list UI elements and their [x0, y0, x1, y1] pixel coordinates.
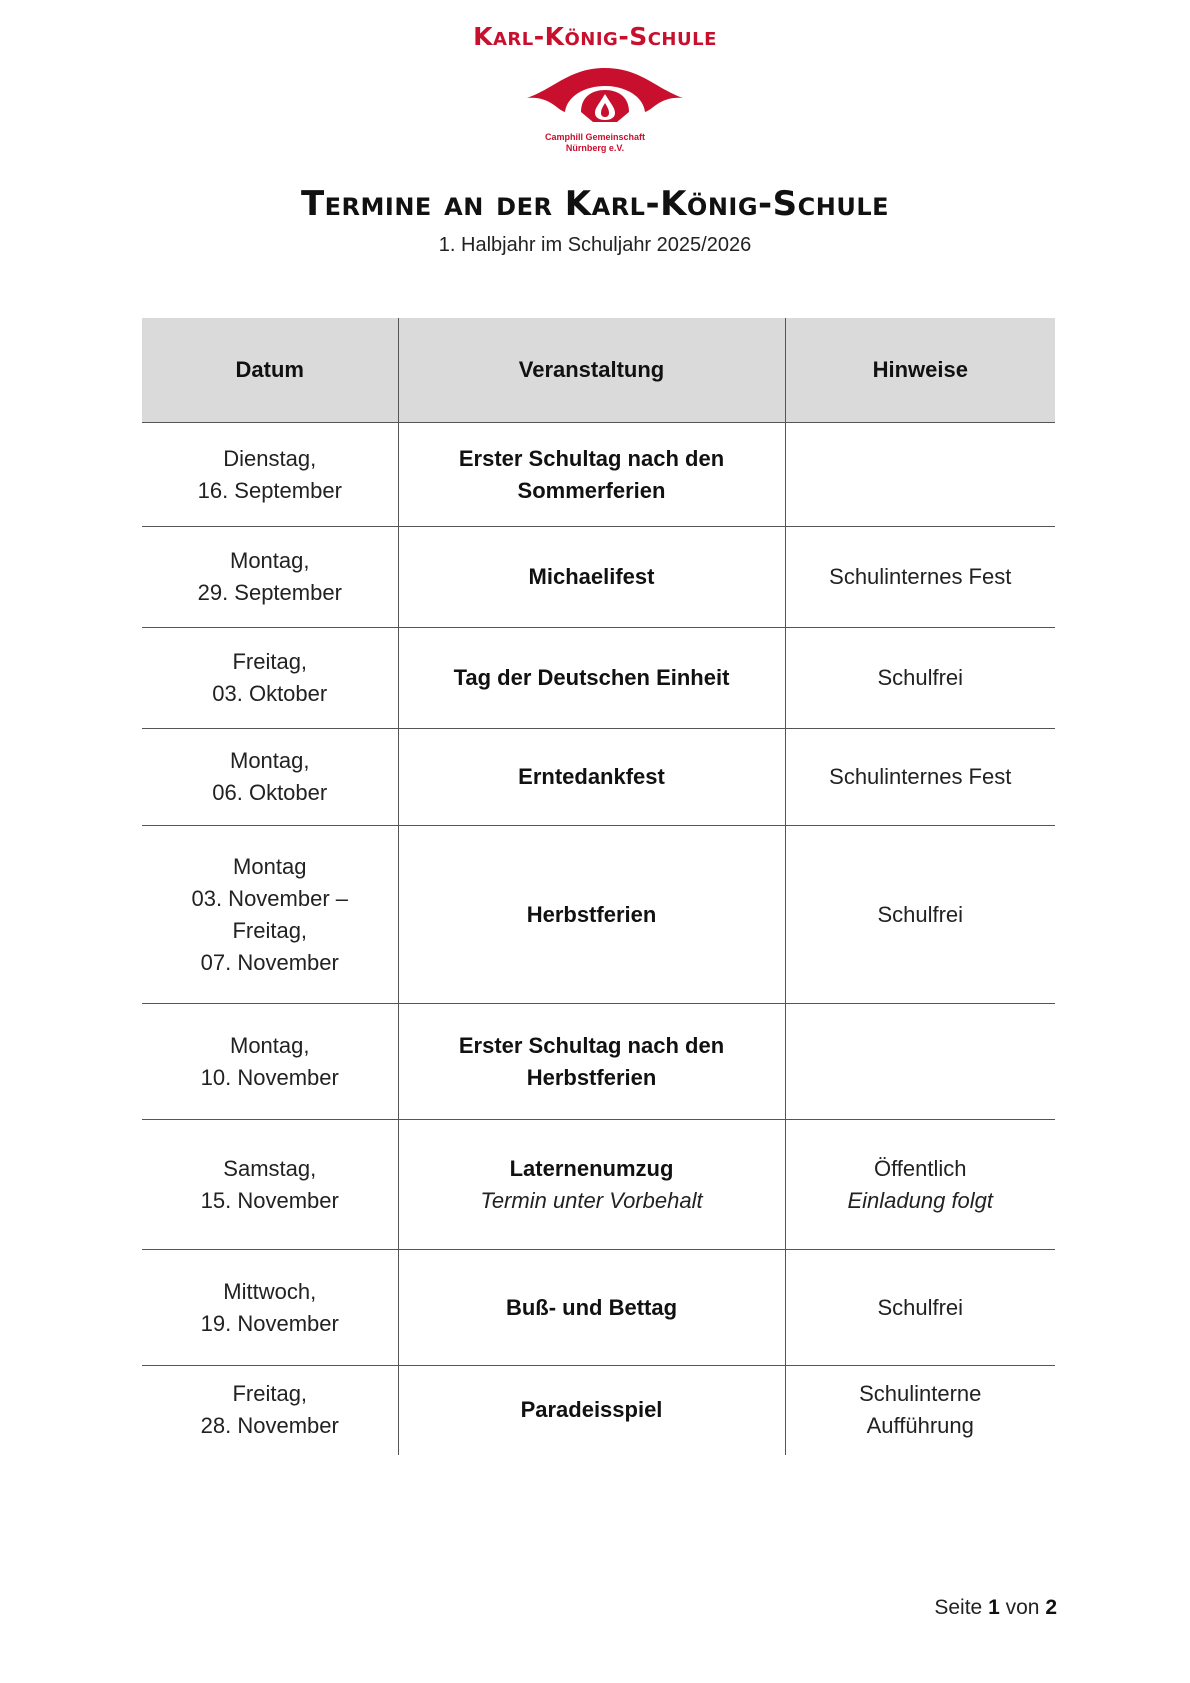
date-line: 19. November: [200, 1310, 339, 1336]
cell-hint: [785, 1250, 1055, 1366]
school-name: Karl-König-Schule: [473, 22, 717, 51]
event-title-line: Buß- und Bettag: [505, 1294, 678, 1320]
event-title-line: Michaelifest: [528, 564, 655, 589]
cell-event: [398, 729, 785, 826]
hint-text: Schulfrei: [877, 665, 964, 690]
page-number-total: 2: [1045, 1596, 1057, 1619]
column-header-event: Veranstaltung: [398, 318, 785, 423]
date-line: 07. November: [200, 949, 339, 975]
event-title-line: Herbstferien: [526, 901, 657, 927]
date-line: Mittwoch,: [223, 1278, 317, 1304]
page-number-current: 1: [988, 1596, 1000, 1619]
cell-event: [398, 826, 785, 1004]
logo-caption-line1: Camphill Gemeinschaft: [544, 132, 646, 142]
table-row: [142, 1004, 1055, 1120]
cell-hint: [785, 826, 1055, 1004]
date-line: Montag,: [230, 1032, 310, 1058]
cell-date: [142, 1366, 398, 1455]
cell-date: [142, 826, 398, 1004]
date-line: 28. November: [200, 1413, 339, 1439]
table-row: [142, 527, 1055, 628]
date-line: 16. September: [197, 477, 342, 503]
cell-hint: [785, 423, 1055, 527]
schedule-table: [142, 318, 1055, 1455]
cell-event: [398, 1250, 785, 1366]
date-line: Freitag,: [232, 649, 308, 674]
date-line: Montag,: [230, 548, 310, 573]
school-logo-icon: [525, 66, 685, 126]
date-line: 03. Oktober: [212, 681, 328, 706]
logo-caption: [0, 132, 1190, 154]
logo-caption-line2: Nürnberg e.V.: [565, 143, 625, 153]
table-header-row: [142, 318, 1055, 423]
cell-hint: [785, 1120, 1055, 1250]
cell-date: [142, 1250, 398, 1366]
event-title-line: Sommerferien: [517, 477, 666, 503]
hint-text: Öffentlich: [873, 1155, 967, 1181]
event-title-line: Tag der Deutschen Einheit: [453, 665, 730, 690]
table-row: [142, 1250, 1055, 1366]
cell-hint: [785, 628, 1055, 729]
table-row: [142, 628, 1055, 729]
date-line: 06. Oktober: [212, 780, 328, 805]
event-title-line: Erster Schultag nach den: [458, 445, 725, 471]
hint-text: Schulfrei: [877, 901, 964, 927]
date-line: Freitag,: [232, 1381, 308, 1407]
event-note: Termin unter Vorbehalt: [480, 1187, 703, 1213]
cell-hint: [785, 527, 1055, 628]
date-line: Samstag,: [223, 1155, 317, 1181]
table-row: [142, 1120, 1055, 1250]
cell-hint: [785, 729, 1055, 826]
column-header-date: Datum: [142, 318, 398, 423]
hint-note: Einladung folgt: [847, 1187, 994, 1213]
cell-hint: [785, 1004, 1055, 1120]
date-line: 15. November: [200, 1187, 339, 1213]
cell-date: [142, 423, 398, 527]
cell-event: [398, 1366, 785, 1455]
event-title-line: Paradeisspiel: [520, 1397, 663, 1423]
table-row: [142, 423, 1055, 527]
table-row: [142, 729, 1055, 826]
date-line: Montag: [233, 853, 307, 879]
cell-date: [142, 729, 398, 826]
date-line: Montag,: [230, 748, 310, 773]
hint-text: Schulinterne Aufführung: [859, 1381, 982, 1439]
event-title-line: Laternenumzug: [509, 1155, 674, 1181]
cell-hint: [785, 1366, 1055, 1455]
hint-text: Schulfrei: [877, 1294, 964, 1320]
date-line: 10. November: [200, 1064, 339, 1090]
column-header-hints: Hinweise: [785, 318, 1055, 423]
cell-date: [142, 1004, 398, 1120]
table-row: [142, 1366, 1055, 1455]
page-number: [934, 1596, 1057, 1620]
table-row: [142, 826, 1055, 1004]
date-line: 03. November –: [191, 885, 349, 911]
page-subtitle: 1. Halbjahr im Schuljahr 2025/2026: [438, 234, 752, 256]
page-number-mid: von: [1005, 1596, 1040, 1619]
cell-event: [398, 1004, 785, 1120]
date-line: Dienstag,: [223, 445, 317, 471]
page-title: Termine an der Karl-König-Schule: [300, 184, 890, 224]
cell-date: [142, 527, 398, 628]
page-number-prefix: Seite: [934, 1596, 983, 1619]
cell-date: [142, 628, 398, 729]
hint-text: Schulinternes Fest: [829, 764, 1012, 789]
cell-event: [398, 423, 785, 527]
event-title-line: Erntedankfest: [518, 764, 665, 789]
cell-event: [398, 527, 785, 628]
event-title-line: Herbstferien: [526, 1064, 657, 1090]
cell-date: [142, 1120, 398, 1250]
cell-event: [398, 628, 785, 729]
cell-event: [398, 1120, 785, 1250]
hint-text: Schulinternes Fest: [829, 564, 1012, 589]
date-line: Freitag,: [232, 917, 308, 943]
date-line: 29. September: [197, 580, 342, 605]
event-title-line: Erster Schultag nach den: [458, 1032, 725, 1058]
